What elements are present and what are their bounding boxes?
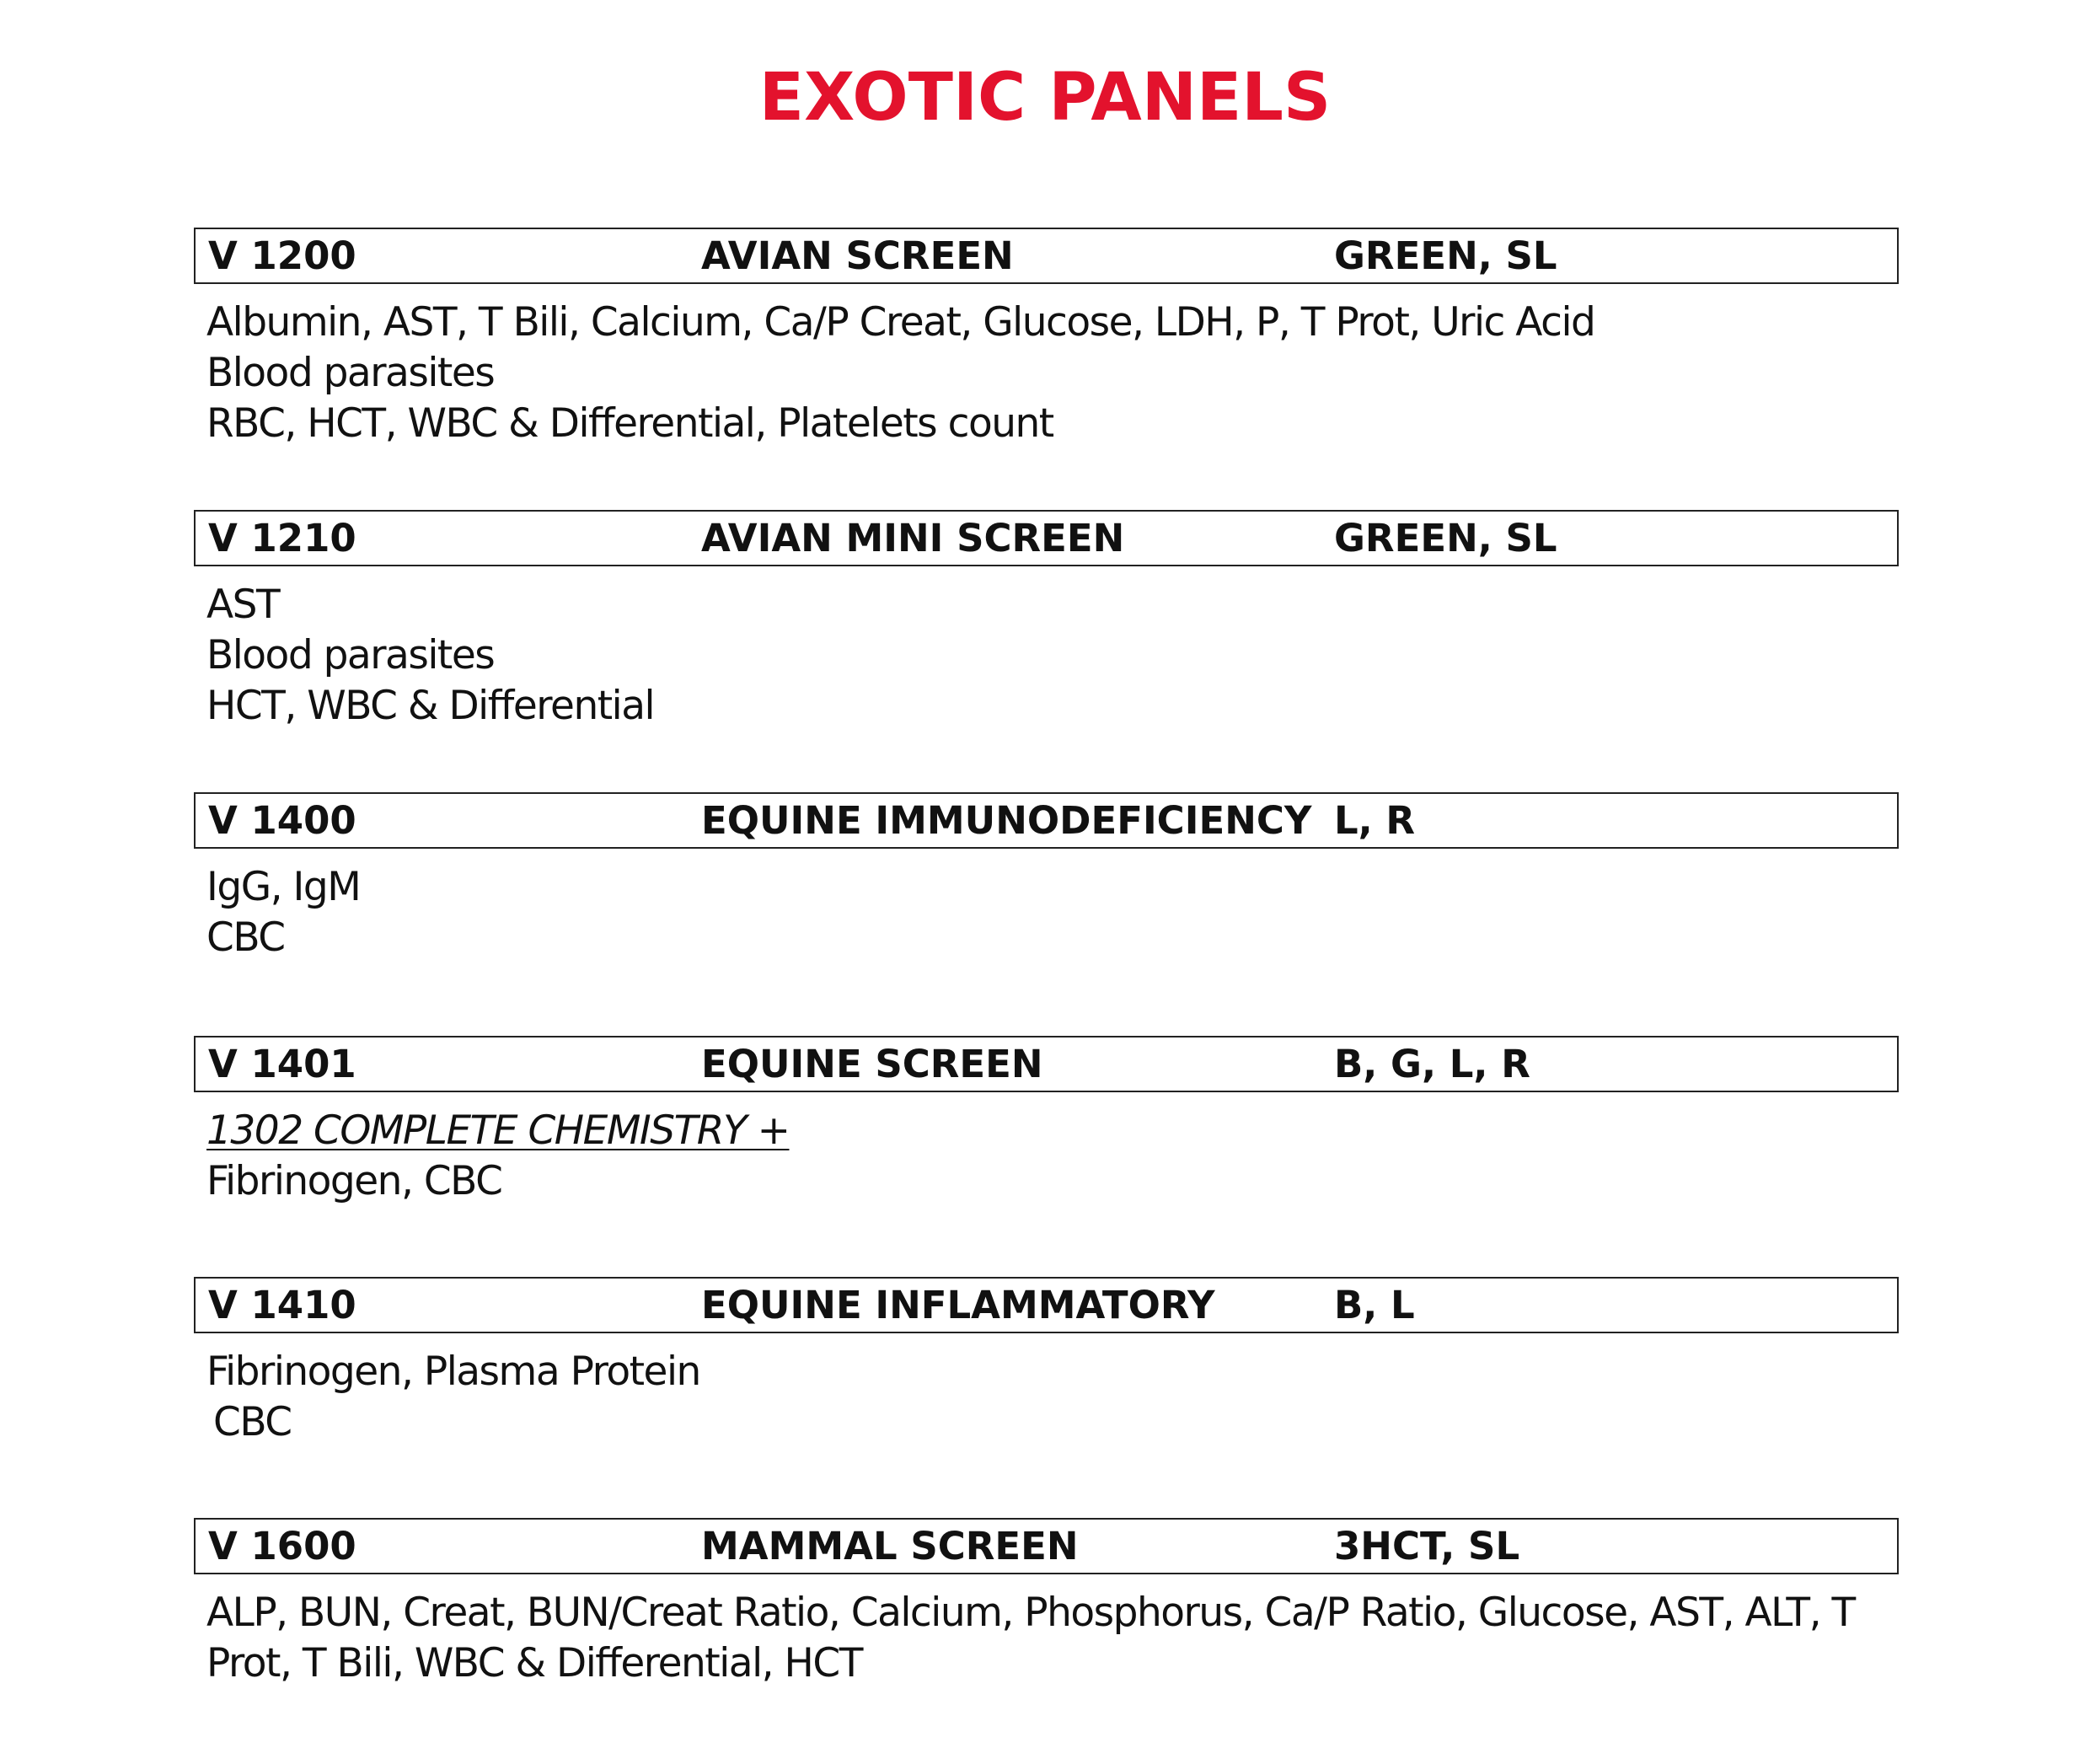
panel-header bbox=[194, 1036, 1899, 1092]
panel-test-line: IgG, IgM bbox=[206, 864, 361, 910]
panel-code: V 1401 bbox=[208, 1042, 356, 1086]
panel-test-line: CBC bbox=[206, 914, 285, 961]
panel-tube: B, L bbox=[1334, 1283, 1415, 1327]
panel-name: AVIAN SCREEN bbox=[701, 233, 1014, 278]
page-title: EXOTIC PANELS bbox=[758, 60, 1332, 136]
panel-v1410 bbox=[194, 1277, 1899, 1448]
panel-header bbox=[194, 792, 1899, 849]
panel-tube: GREEN, SL bbox=[1334, 516, 1557, 560]
panel-name: EQUINE INFLAMMATORY bbox=[701, 1283, 1215, 1327]
panel-v1400 bbox=[194, 792, 1899, 963]
panel-test-line: Fibrinogen, CBC bbox=[206, 1158, 502, 1204]
panel-body bbox=[194, 284, 1899, 449]
panel-tube: 3HCT, SL bbox=[1334, 1524, 1520, 1568]
panel-name: AVIAN MINI SCREEN bbox=[701, 516, 1125, 560]
panel-body bbox=[194, 1574, 1899, 1689]
panel-reference-link: 1302 COMPLETE CHEMISTRY + bbox=[206, 1107, 790, 1154]
panel-body bbox=[194, 566, 1899, 732]
panel-tube: GREEN, SL bbox=[1334, 233, 1557, 278]
panel-body bbox=[194, 1333, 1899, 1448]
panel-name: MAMMAL SCREEN bbox=[701, 1524, 1079, 1568]
panel-code: V 1210 bbox=[208, 516, 356, 560]
panel-v1210 bbox=[194, 510, 1899, 732]
panel-code: V 1410 bbox=[208, 1283, 356, 1327]
panel-code: V 1400 bbox=[208, 798, 356, 843]
panel-test-line: Blood parasites bbox=[206, 350, 495, 396]
panel-v1600 bbox=[194, 1518, 1899, 1689]
panel-header bbox=[194, 228, 1899, 284]
panel-v1200 bbox=[194, 228, 1899, 449]
panel-test-line: CBC bbox=[213, 1399, 292, 1445]
panel-test-line: RBC, HCT, WBC & Differential, Platelets count bbox=[206, 400, 1053, 447]
panel-v1401 bbox=[194, 1036, 1899, 1207]
panel-header bbox=[194, 1518, 1899, 1574]
panel-test-line: Blood parasites bbox=[206, 632, 495, 678]
panel-name: EQUINE SCREEN bbox=[701, 1042, 1043, 1086]
panel-test-line: ALP, BUN, Creat, BUN/Creat Ratio, Calcium, Phosphorus, Ca/P Ratio, Glucose, AST, ALT, T Prot, T Bili, WBC & Differential, HCT bbox=[206, 1590, 1855, 1686]
panel-body bbox=[194, 1092, 1899, 1207]
panel-test-line: HCT, WBC & Differential bbox=[206, 683, 655, 729]
panel-header bbox=[194, 1277, 1899, 1333]
panel-header bbox=[194, 510, 1899, 566]
panel-test-line: AST bbox=[206, 582, 280, 628]
panel-test-line: Albumin, AST, T Bili, Calcium, Ca/P Creat, Glucose, LDH, P, T Prot, Uric Acid bbox=[206, 299, 1595, 346]
panel-tube: L, R bbox=[1334, 798, 1416, 843]
panel-body bbox=[194, 849, 1899, 963]
panel-code: V 1200 bbox=[208, 233, 356, 278]
panel-name: EQUINE IMMUNODEFICIENCY bbox=[701, 798, 1312, 843]
panel-code: V 1600 bbox=[208, 1524, 356, 1568]
panel-tube: B, G, L, R bbox=[1334, 1042, 1530, 1086]
panel-test-line: Fibrinogen, Plasma Protein bbox=[206, 1348, 700, 1395]
